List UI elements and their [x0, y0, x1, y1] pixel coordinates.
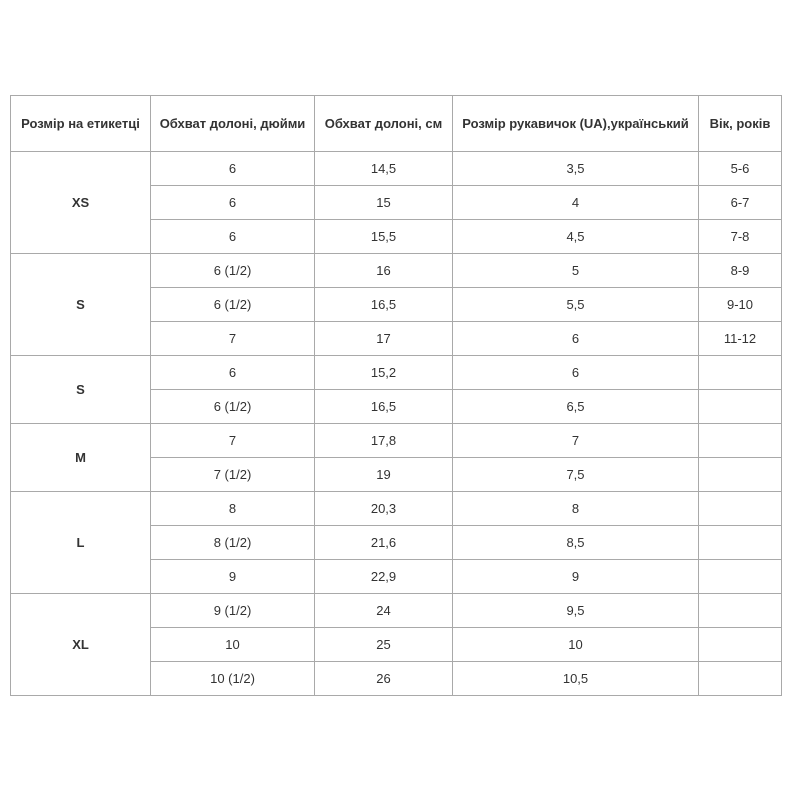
glove-size-ua-cell: 10,5: [453, 662, 699, 696]
glove-size-ua-cell: 3,5: [453, 152, 699, 186]
palm-cm-cell: 15: [315, 186, 453, 220]
palm-inches-cell: 6: [151, 356, 315, 390]
age-cell: [699, 526, 782, 560]
age-cell: [699, 458, 782, 492]
age-cell: 11-12: [699, 322, 782, 356]
glove-size-ua-cell: 8,5: [453, 526, 699, 560]
palm-cm-cell: 16: [315, 254, 453, 288]
age-cell: [699, 492, 782, 526]
palm-inches-cell: 10: [151, 628, 315, 662]
palm-cm-cell: 22,9: [315, 560, 453, 594]
header-glove-size-ua: Розмір рукавичок (UA),український: [453, 96, 699, 152]
header-palm-cm: Обхват долоні, см: [315, 96, 453, 152]
palm-inches-cell: 6: [151, 220, 315, 254]
size-label-cell: XS: [11, 152, 151, 254]
table-row: [11, 254, 782, 288]
age-cell: 8-9: [699, 254, 782, 288]
size-label-cell: S: [11, 254, 151, 356]
palm-inches-cell: 7: [151, 424, 315, 458]
glove-size-ua-cell: 7: [453, 424, 699, 458]
palm-inches-cell: 6 (1/2): [151, 390, 315, 424]
table-row: [11, 492, 782, 526]
age-cell: [699, 662, 782, 696]
palm-inches-cell: 6: [151, 152, 315, 186]
palm-inches-cell: 6: [151, 186, 315, 220]
palm-inches-cell: 6 (1/2): [151, 254, 315, 288]
palm-cm-cell: 15,5: [315, 220, 453, 254]
palm-cm-cell: 19: [315, 458, 453, 492]
age-cell: [699, 560, 782, 594]
header-label-size: Розмір на етикетці: [11, 96, 151, 152]
glove-size-ua-cell: 8: [453, 492, 699, 526]
table-row: [11, 356, 782, 390]
age-cell: [699, 390, 782, 424]
table-row: [11, 424, 782, 458]
glove-size-ua-cell: 6: [453, 322, 699, 356]
glove-size-ua-cell: 4,5: [453, 220, 699, 254]
table-header: [11, 96, 782, 152]
palm-cm-cell: 17,8: [315, 424, 453, 458]
glove-size-ua-cell: 4: [453, 186, 699, 220]
header-row: [11, 96, 782, 152]
palm-cm-cell: 14,5: [315, 152, 453, 186]
palm-inches-cell: 10 (1/2): [151, 662, 315, 696]
header-age: Вік, років: [699, 96, 782, 152]
palm-inches-cell: 6 (1/2): [151, 288, 315, 322]
glove-size-ua-cell: 7,5: [453, 458, 699, 492]
glove-size-ua-cell: 5: [453, 254, 699, 288]
age-cell: [699, 594, 782, 628]
size-label-cell: S: [11, 356, 151, 424]
palm-inches-cell: 8 (1/2): [151, 526, 315, 560]
header-palm-inches: Обхват долоні, дюйми: [151, 96, 315, 152]
palm-cm-cell: 16,5: [315, 288, 453, 322]
age-cell: [699, 356, 782, 390]
glove-size-ua-cell: 9: [453, 560, 699, 594]
table-row: [11, 152, 782, 186]
size-chart-table: [10, 95, 782, 696]
palm-cm-cell: 26: [315, 662, 453, 696]
size-label-cell: XL: [11, 594, 151, 696]
table-body: [11, 152, 782, 696]
age-cell: 9-10: [699, 288, 782, 322]
age-cell: 6-7: [699, 186, 782, 220]
palm-inches-cell: 7: [151, 322, 315, 356]
palm-cm-cell: 20,3: [315, 492, 453, 526]
glove-size-ua-cell: 6: [453, 356, 699, 390]
palm-cm-cell: 21,6: [315, 526, 453, 560]
glove-size-ua-cell: 9,5: [453, 594, 699, 628]
glove-size-ua-cell: 6,5: [453, 390, 699, 424]
size-label-cell: M: [11, 424, 151, 492]
palm-cm-cell: 16,5: [315, 390, 453, 424]
age-cell: [699, 424, 782, 458]
palm-cm-cell: 17: [315, 322, 453, 356]
palm-inches-cell: 7 (1/2): [151, 458, 315, 492]
glove-size-ua-cell: 5,5: [453, 288, 699, 322]
palm-inches-cell: 9 (1/2): [151, 594, 315, 628]
palm-cm-cell: 24: [315, 594, 453, 628]
age-cell: 5-6: [699, 152, 782, 186]
age-cell: 7-8: [699, 220, 782, 254]
palm-inches-cell: 9: [151, 560, 315, 594]
glove-size-ua-cell: 10: [453, 628, 699, 662]
size-label-cell: L: [11, 492, 151, 594]
table-row: [11, 594, 782, 628]
palm-cm-cell: 25: [315, 628, 453, 662]
palm-inches-cell: 8: [151, 492, 315, 526]
palm-cm-cell: 15,2: [315, 356, 453, 390]
age-cell: [699, 628, 782, 662]
